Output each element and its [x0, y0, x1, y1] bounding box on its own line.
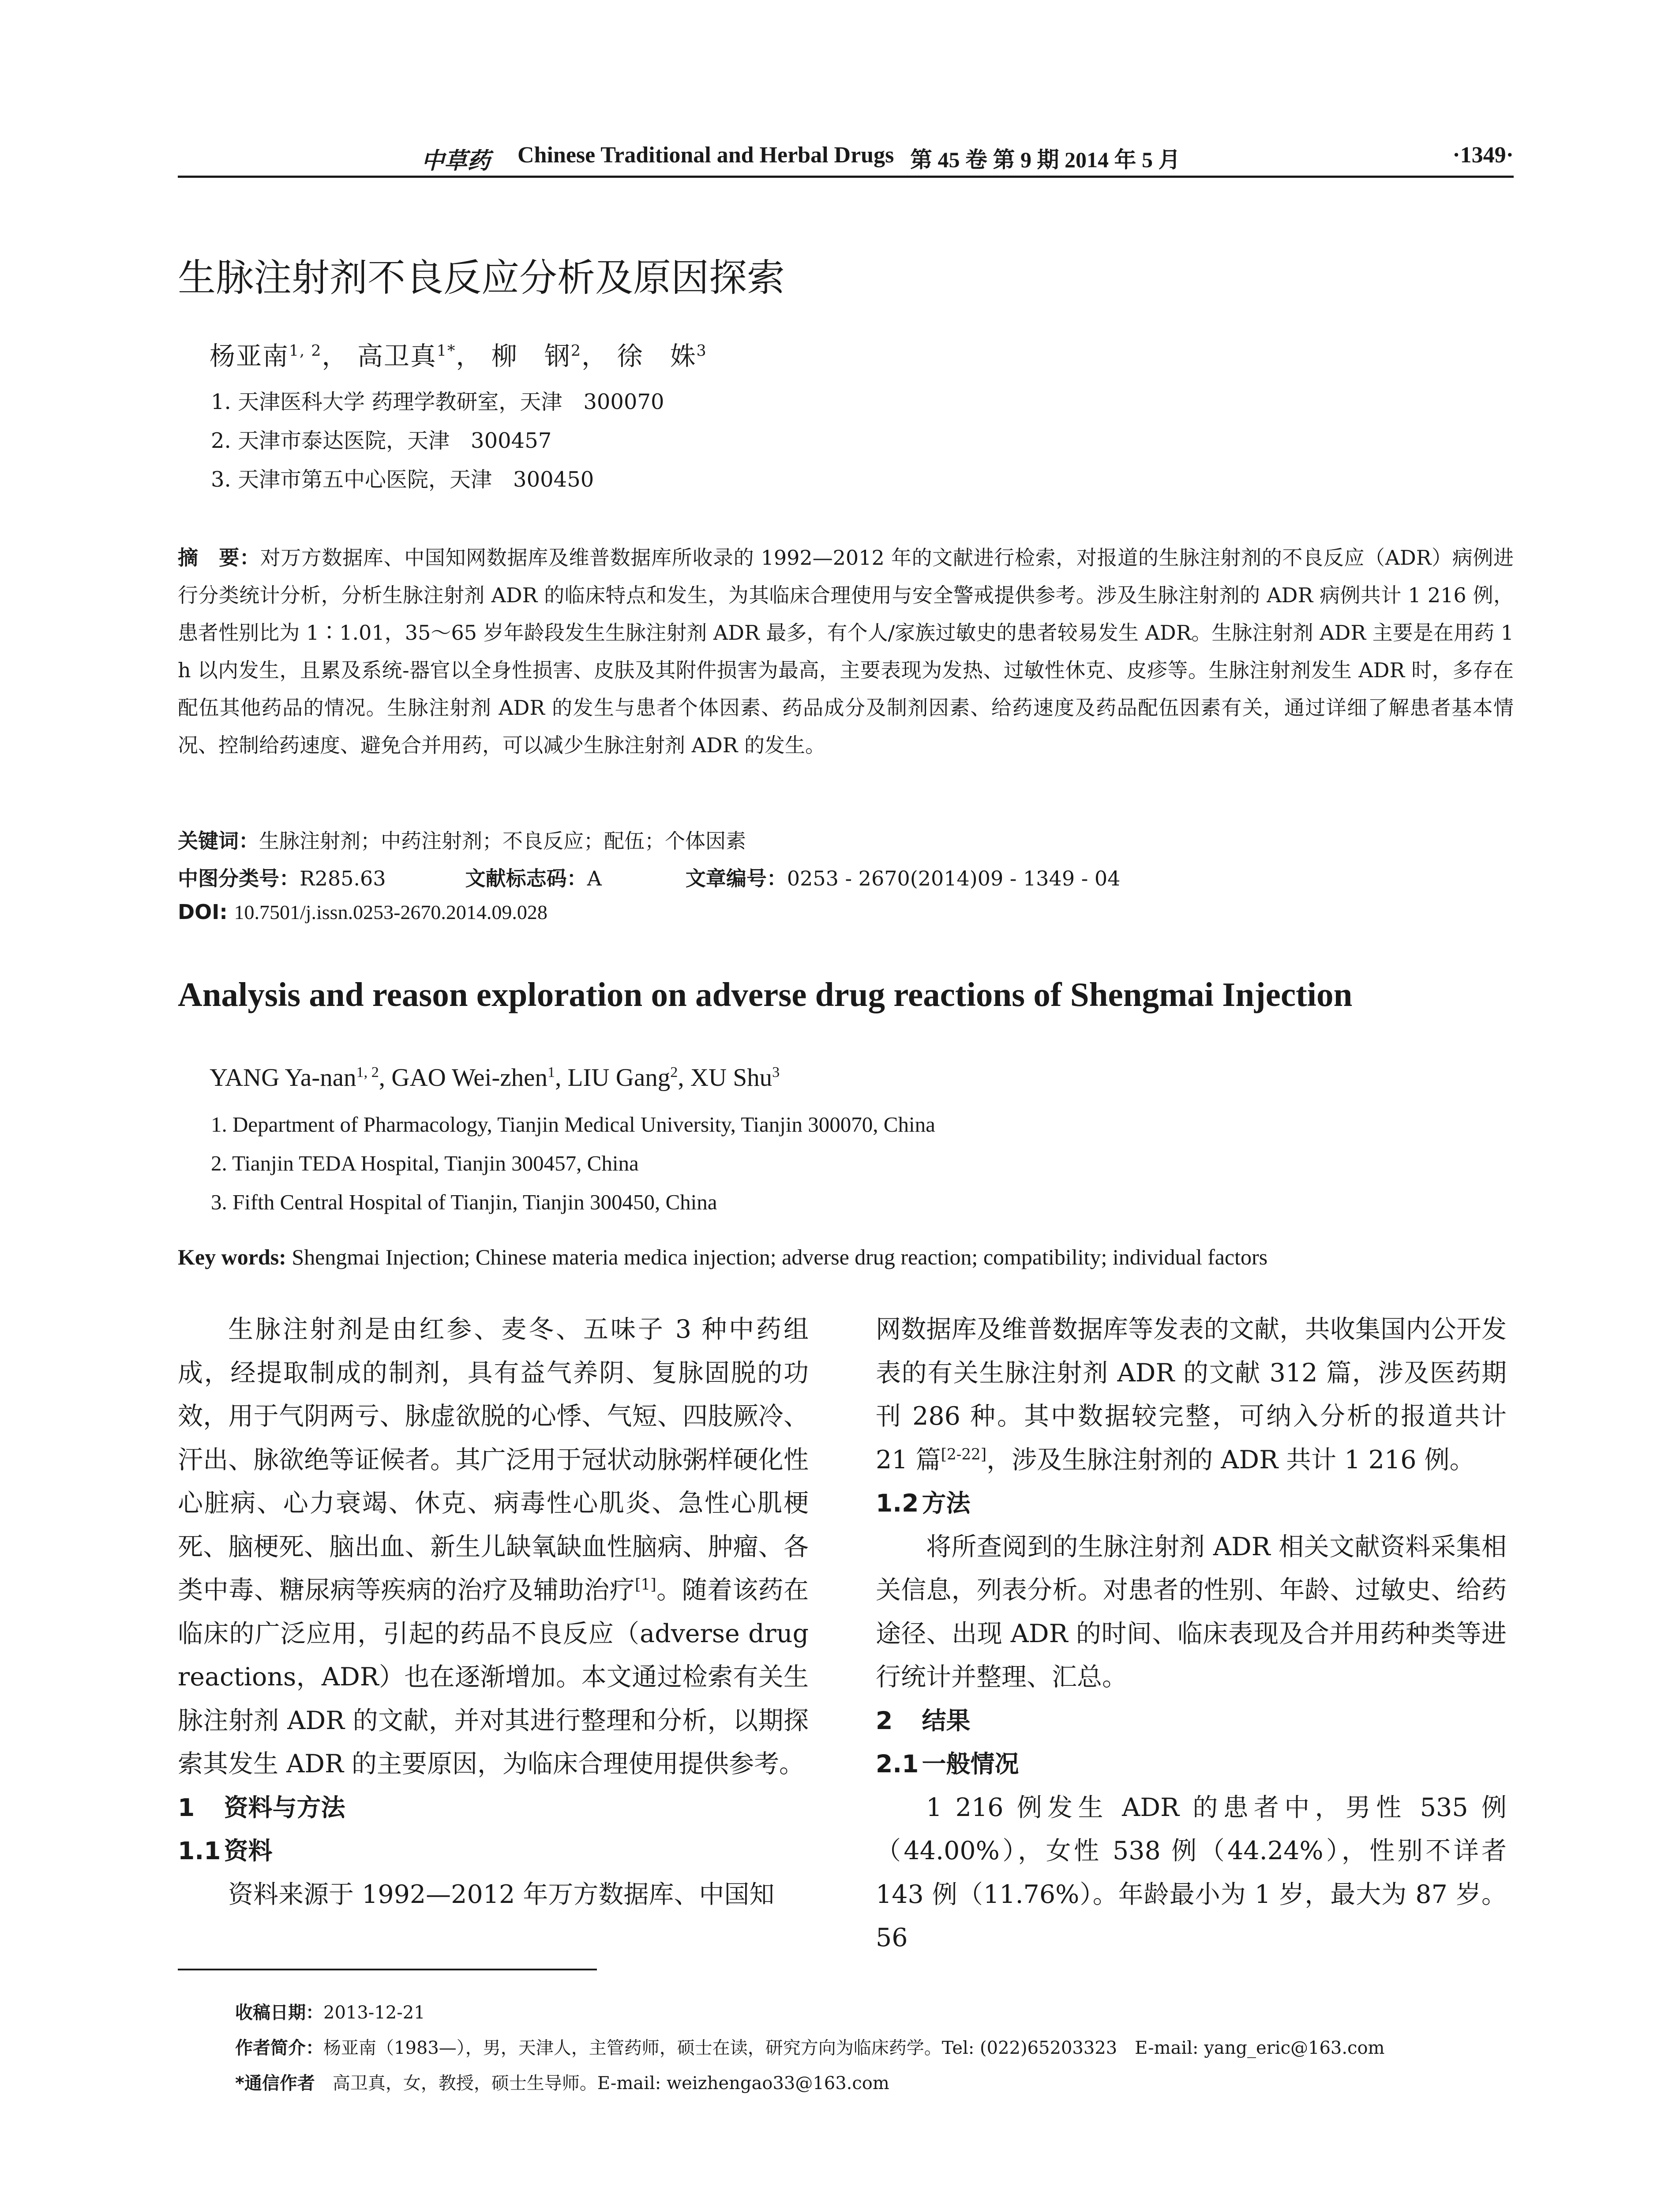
section-heading: 1 资料与方法	[178, 1793, 345, 1822]
keywords-en-text: Shengmai Injection; Chinese materia medica injection; adverse drug reaction; compatibility; individual factors	[292, 1245, 1268, 1269]
doi-value: 10.7501/j.issn.0253-2670.2014.09.028	[234, 901, 548, 923]
keywords-cn	[178, 825, 746, 854]
affiliation-cn: 2. 天津市泰达医院，天津 300457	[211, 428, 552, 453]
header-rule	[178, 176, 1514, 178]
author-affiliation-mark: 1	[547, 1064, 555, 1080]
article-title-cn: 生脉注射剂不良反应分析及原因探索	[178, 256, 785, 300]
author-name: 柳 钢	[491, 341, 571, 371]
footnote-corresponding: *通信作者 高卫真，女，教授，硕士生导师。E-mail: weizhengao33@163.com	[235, 2073, 889, 2093]
author-name: 徐 姝	[617, 341, 697, 371]
footnote-received: 收稿日期：2013-12-21	[235, 2003, 425, 2023]
body-column-left	[178, 1308, 809, 1916]
author-affiliation-mark: 1, 2	[356, 1064, 379, 1080]
citation: [2-22]	[941, 1445, 987, 1463]
affiliation-en: 3. Fifth Central Hospital of Tianjin, Tianjin 300450, China	[211, 1190, 717, 1214]
author-name: XU Shu	[690, 1064, 772, 1092]
page-number: ·1349·	[1452, 143, 1514, 168]
classification-line	[178, 863, 1120, 892]
affiliation-en: 1. Department of Pharmacology, Tianjin Medical University, Tianjin 300070, China	[211, 1112, 935, 1137]
clc-value: R285.63	[300, 867, 386, 890]
journal-issue: 第 45 卷 第 9 期 2014 年 5 月	[910, 147, 1181, 172]
data-source-paragraph: 资料来源于 1992—2012 年万方数据库、中国知	[228, 1880, 775, 1909]
journal-brand: 中草药	[421, 149, 491, 174]
method-paragraph: 将所查阅到的生脉注射剂 ADR 相关文献资料采集相关信息，列表分析。对患者的性别、年龄、过敏史、给药途径、出现 ADR 的时间、临床表现及合并用药种类等进行统计并整理、汇总。	[876, 1532, 1507, 1692]
running-header	[178, 140, 1514, 176]
clc-label: 中图分类号：	[178, 867, 300, 890]
article-number-label: 文章编号：	[685, 867, 787, 890]
doc-code-label: 文献标志码：	[465, 867, 587, 890]
subsection-heading: 1.2 方法	[876, 1489, 971, 1517]
abstract-text: 对万方数据库、中国知网数据库及维普数据库所收录的 1992—2012 年的文献进行检索，对报道的生脉注射剂的不良反应（ADR）病例进行分类统计分析，分析生脉注射剂 ADR 的临床特点和发生，为其临床合理使用与安全警戒提供参考。涉及生脉注射剂的 ADR 病例共计 1 216 例，患者性别比为 1∶1.01，35～65 岁年龄段发生生脉注射剂 ADR 最多，有个人/家族过敏史的患者较易发生 ADR。生脉注射剂 ADR 主要是在用药 1 h 以内发生，且累及系统-器官以全身性损害、皮肤及其附件损害为最高，主要表现为发热、过敏性休克、皮疹等。生脉注射剂发生 ADR 时，多存在配伍其他药品的情况。生脉注射剂 ADR 的发生与患者个体因素、药品成分及制剂因素、给药速度及药品配伍因素有关，通过详细了解患者基本情况、控制给药速度、避免合并用药，可以减少生脉注射剂 ADR 的发生。	[178, 546, 1514, 757]
body-column-right	[876, 1308, 1507, 1960]
footnote-rule	[178, 1969, 597, 1970]
subsection-heading: 2.1 一般情况	[876, 1750, 1019, 1778]
citation: [1]	[635, 1576, 656, 1594]
data-source-continued: 网数据库及维普数据库等发表的文献，共收集国内公开发表的有关生脉注射剂 ADR 的文献 312 篇，涉及医药期刊 286 种。其中数据较完整，可纳入分析的报道共计 21 篇[2-22]，涉及生脉注射剂的 ADR 共计 1 216 例。	[876, 1315, 1507, 1474]
author-affiliation-mark: 1, 2	[289, 342, 322, 360]
author-affiliation-mark: 3	[696, 342, 707, 360]
doc-code-value: A	[587, 867, 602, 890]
article-title-en: Analysis and reason exploration on adverse drug reactions of Shengmai Injection	[178, 975, 1353, 1013]
section-heading: 2 结果	[876, 1706, 971, 1735]
doi-line	[178, 900, 548, 924]
intro-paragraph: 生脉注射剂是由红参、麦冬、五味子 3 种中药组成，经提取制成的制剂，具有益气养阴、复脉固脱的功效，用于气阴两亏、脉虚欲脱的心悸、气短、四肢厥冷、汗出、脉欲绝等证候者。其广泛用于冠状动脉粥样硬化性心脏病、心力衰竭、休克、病毒性心肌炎、急性心肌梗死、脑梗死、脑出血、新生儿缺氧缺血性脑病、肿瘤、各类中毒、糖尿病等疾病的治疗及辅助治疗[1]。随着该药在临床的广泛应用，引起的药品不良反应（adverse drug reactions，ADR）也在逐渐增加。本文通过检索有关生脉注射剂 ADR 的文献，并对其进行整理和分析，以期探索其发生 ADR 的主要原因，为临床合理使用提供参考。	[178, 1315, 809, 1778]
keywords-en-label: Key words:	[178, 1245, 286, 1269]
authors-en: YANG Ya-nan$^{1, 2}$, GAO Wei-zhen$^1$, LIU Gang$^2$, XU Shu$^3$	[210, 1064, 780, 1092]
keywords-label: 关键词：	[178, 829, 259, 853]
affiliation-cn: 1. 天津医科大学 药理学教研室，天津 300070	[211, 390, 664, 414]
author-affiliation-mark: 1*	[436, 342, 456, 360]
journal-name: Chinese Traditional and Herbal Drugs	[518, 143, 894, 168]
authors-cn: 杨亚南$^{1, 2}$， 高卫真$^{1*}$， 柳 钢$^2$， 徐 姝$^3$	[210, 341, 707, 371]
article-number-value: 0253 - 2670(2014)09 - 1349 - 04	[787, 867, 1121, 890]
author-name: YANG Ya-nan	[210, 1064, 356, 1092]
author-name: 杨亚南	[210, 341, 289, 371]
author-name: 高卫真	[357, 341, 437, 371]
keywords-en	[178, 1244, 1268, 1270]
author-name: LIU Gang	[567, 1064, 671, 1092]
abstract-label: 摘 要：	[178, 546, 260, 570]
author-name: GAO Wei-zhen	[391, 1064, 548, 1092]
affiliation-en: 2. Tianjin TEDA Hospital, Tianjin 300457, China	[211, 1151, 639, 1175]
author-affiliation-mark: 3	[772, 1064, 780, 1080]
abstract-cn	[178, 539, 1514, 764]
affiliation-cn: 3. 天津市第五中心医院，天津 300450	[211, 467, 594, 492]
results-paragraph: 1 216 例发生 ADR 的患者中，男性 535 例（44.00%），女性 538 例（44.24%），性别不详者 143 例（11.76%）。年龄最小为 1 岁，最大为 87 岁。56	[876, 1793, 1507, 1952]
keywords-text: 生脉注射剂；中药注射剂；不良反应；配伍；个体因素	[259, 829, 746, 853]
subsection-heading: 1.1 资料	[178, 1837, 273, 1865]
author-affiliation-mark: 2	[670, 1064, 678, 1080]
footnote-author: 作者简介：杨亚南（1983—），男，天津人，主管药师，硕士在读，研究方向为临床药学。Tel: (022)65203323 E-mail: yang_eric@163.com	[235, 2038, 1385, 2058]
doi-label: DOI:	[178, 900, 228, 924]
author-affiliation-mark: 2	[570, 342, 582, 360]
